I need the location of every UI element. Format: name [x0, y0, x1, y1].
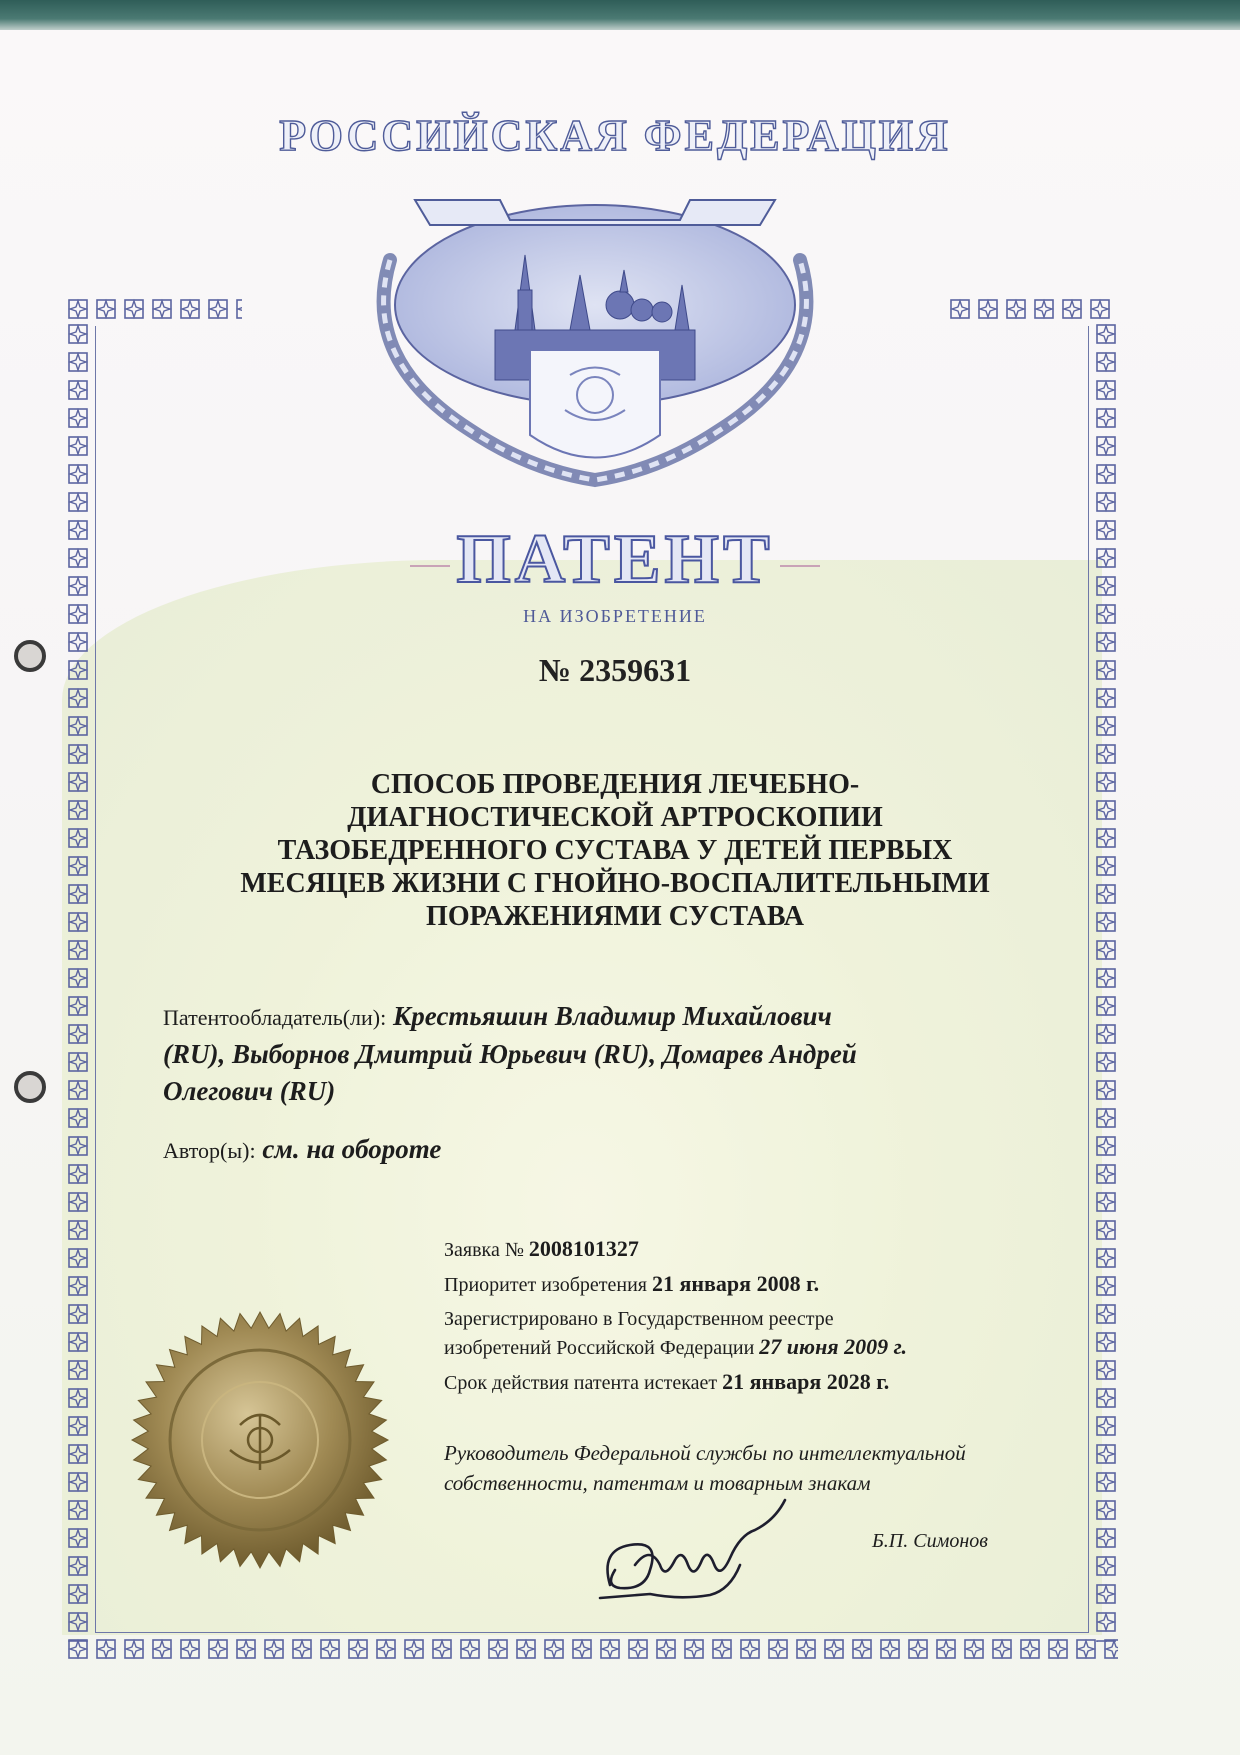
patent-holders-line: (RU), Выборнов Дмитрий Юрьевич (RU), Домарев Андрей	[163, 1039, 857, 1069]
ornamental-border-right	[1094, 322, 1118, 1642]
registration-details	[444, 1232, 1084, 1400]
patent-holders-line: Олегович (RU)	[163, 1076, 336, 1106]
expiry-date: 21 января 2028 г.	[722, 1369, 890, 1394]
signatory-position	[444, 1438, 1084, 1498]
invention-title-line: МЕСЯЦЕВ ЖИЗНИ С ГНОЙНО-ВОСПАЛИТЕЛЬНЫМИ	[240, 868, 990, 899]
ornamental-border-bottom	[66, 1637, 1118, 1661]
document-subtitle: НА ИЗОБРЕТЕНИЕ	[523, 606, 707, 626]
kremlin-wreath-emblem-icon	[270, 180, 920, 510]
invention-title-line: ПОРАЖЕНИЯМИ СУСТАВА	[426, 901, 804, 932]
ornamental-border-top-left	[66, 297, 242, 321]
registered-label: изобретений Российской Федерации	[444, 1337, 755, 1359]
invention-title-line: ТАЗОБЕДРЕННОГО СУСТАВА У ДЕТЕЙ ПЕРВЫХ	[277, 835, 953, 866]
invention-title	[150, 768, 1080, 933]
handwritten-signature-icon	[590, 1490, 830, 1610]
priority-date: 21 января 2008 г.	[651, 1271, 820, 1296]
gold-seal-icon	[130, 1310, 390, 1570]
patent-holders-label: Патентообладатель(ли):	[163, 1005, 387, 1030]
patent-holders	[163, 998, 1043, 1110]
application-label: Заявка №	[444, 1239, 524, 1261]
document-type-heading: ПАТЕНТ	[456, 521, 774, 598]
authors-label: Автор(ы):	[163, 1138, 256, 1163]
signatory-position-line: собственности, патентам и товарным знакам	[444, 1471, 871, 1495]
patent-number: № 2359631	[538, 652, 692, 688]
binder-hole-icon	[14, 1071, 46, 1103]
ornamental-border-left	[66, 322, 90, 1642]
ornamental-border-top-right	[948, 297, 1118, 321]
application-number: 2008101327	[528, 1236, 639, 1261]
signatory-name: Б.П. Симонов	[872, 1530, 988, 1552]
registered-date: 27 июня 2009 г.	[759, 1334, 907, 1359]
authors-value: см. на обороте	[262, 1134, 442, 1164]
expiry-label: Срок действия патента истекает	[444, 1372, 718, 1394]
binder-hole-icon	[14, 640, 46, 672]
signatory-position-line: Руководитель Федеральной службы по интеллектуальной	[444, 1441, 966, 1465]
priority-label: Приоритет изобретения	[444, 1274, 647, 1296]
invention-title-line: ДИАГНОСТИЧЕСКОЙ АРТРОСКОПИИ	[347, 802, 883, 833]
country-heading: РОССИЙСКАЯ ФЕДЕРАЦИЯ	[279, 111, 951, 160]
background-edge	[0, 0, 1240, 34]
registered-label: Зарегистрировано в Государственном реестре	[444, 1308, 834, 1330]
patent-holders-line: Крестьяшин Владимир Михайлович	[393, 1001, 832, 1031]
authors	[163, 1134, 763, 1165]
invention-title-line: СПОСОБ ПРОВЕДЕНИЯ ЛЕЧЕБНО-	[370, 769, 860, 800]
